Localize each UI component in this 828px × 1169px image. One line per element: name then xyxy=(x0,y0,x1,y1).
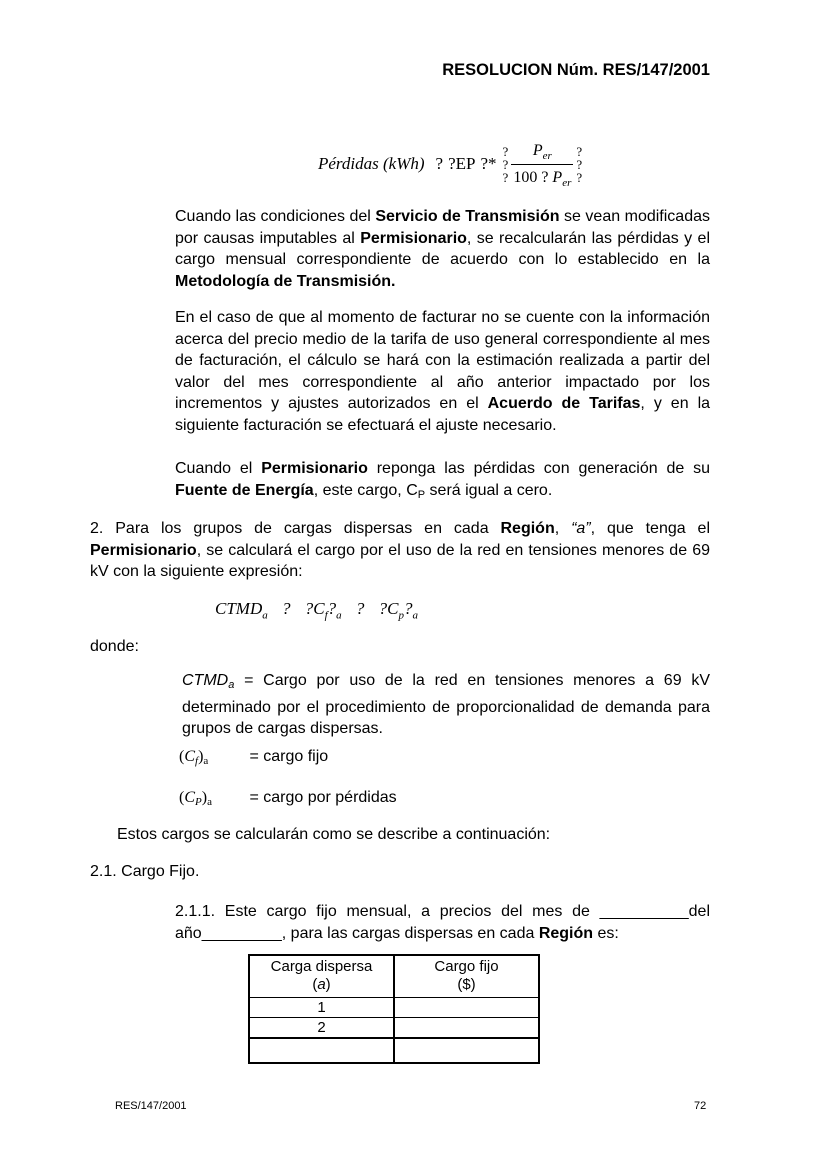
formula-operator: ? xyxy=(281,599,291,618)
doc-header-title: RESOLUCION Núm. RES/147/2001 xyxy=(442,61,710,79)
paragraph-transmision: Cuando las condiciones del Servicio de Transmisión se vean modificadas por causas imputables al Permisionario, se recalcularán las pérdidas y el cargo mensual correspondiente de acuerdo con lo establecido en la Metodología de Transmisión. xyxy=(175,208,711,290)
paragraph-fuente-energia: Cuando el Permisionario reponga las pérdidas con generación de su Fuente de Energía, este cargo, $C_P$ será igual a cero. xyxy=(175,460,711,501)
formula-left-bracket: ? ? ? xyxy=(502,143,509,185)
formula-right-bracket: ? ? ? xyxy=(576,143,583,185)
table-cell: 2 xyxy=(249,1018,394,1039)
footer-page-number: 72 xyxy=(694,1100,707,1112)
formula-lhs: Pérdidas (kWh) xyxy=(318,154,425,174)
charges-table xyxy=(248,954,540,1064)
formula-operator: ?* xyxy=(480,154,497,174)
formula-operator: ? xyxy=(435,154,444,174)
table-row xyxy=(249,998,539,1018)
formula-term-ep: ?EP xyxy=(448,154,476,174)
formula-fraction xyxy=(511,140,573,188)
table-cell xyxy=(249,1038,394,1063)
definition-cargo-fijo xyxy=(179,746,328,773)
definition-symbol: $(C_P)_a$ xyxy=(179,789,212,808)
definition-text: = cargo por pérdidas xyxy=(249,789,397,806)
definition-symbol: $(C_f)_a$ xyxy=(179,748,209,767)
definition-text: = cargo fijo xyxy=(249,748,329,765)
paragraph-2-1-1: 2.1.1. Este cargo fijo mensual, a precios del mes de __________del año_________, para las cargas dispersas en cada Región es: xyxy=(175,903,710,942)
table-cell xyxy=(394,1038,539,1063)
label-donde: donde: xyxy=(90,638,139,655)
footer-doc-number: RES/147/2001 xyxy=(115,1100,187,1112)
paragraph-estos-cargos: Estos cargos se calcularán como se describe a continuación: xyxy=(117,826,551,843)
formula-ctmd-name: CTMD xyxy=(215,599,263,618)
formula-ctmd: $CTMD_a$ ? $?C_f?_a$ ? $?C_p?_a$ xyxy=(215,599,418,622)
table-header-carga-dispersa: Carga dispersa (a) xyxy=(249,955,394,998)
formula-operator: ? xyxy=(355,599,365,618)
table-row xyxy=(249,1038,539,1063)
formula-perdidas xyxy=(318,140,583,188)
table-cell: 1 xyxy=(249,998,394,1018)
fraction-denominator: 100 ? $P_{er}$ xyxy=(513,168,572,189)
definition-ctmd: $CTMD_a$ = Cargo por uso de la red en tensiones menores a 69 kV determinado por el procedimiento de proporcionalidad de demanda para grupos de cargas dispersas. xyxy=(182,672,710,737)
table-row xyxy=(249,1018,539,1039)
table-header-row xyxy=(249,955,539,998)
section-heading-2-1: 2.1. Cargo Fijo. xyxy=(90,863,200,880)
paragraph-item-2: 2. Para los grupos de cargas dispersas en cada Región, “a”, que tenga el Permisionario, se calculará el cargo por el uso de la red en tensiones menores de 69 kV con la siguiente expresión: xyxy=(90,520,711,580)
table-header-cargo-fijo: Cargo fijo ($) xyxy=(394,955,539,998)
fraction-numerator: $P_{er}$ xyxy=(511,140,573,165)
table-cell xyxy=(394,1018,539,1039)
table-cell xyxy=(394,998,539,1018)
paragraph-facturacion: En el caso de que al momento de facturar no se cuente con la información acerca del precio medio de la tarifa de uso general correspondiente al mes de facturación, el cálculo se hará con la estimación realizada a partir del valor del mes correspondiente al año anterior impactado por los incrementos y ajustes autorizados en el Acuerdo de Tarifas, y en la siguiente facturación se efectuará el ajuste necesario. xyxy=(175,309,711,434)
definition-cargo-perdidas xyxy=(179,787,397,814)
